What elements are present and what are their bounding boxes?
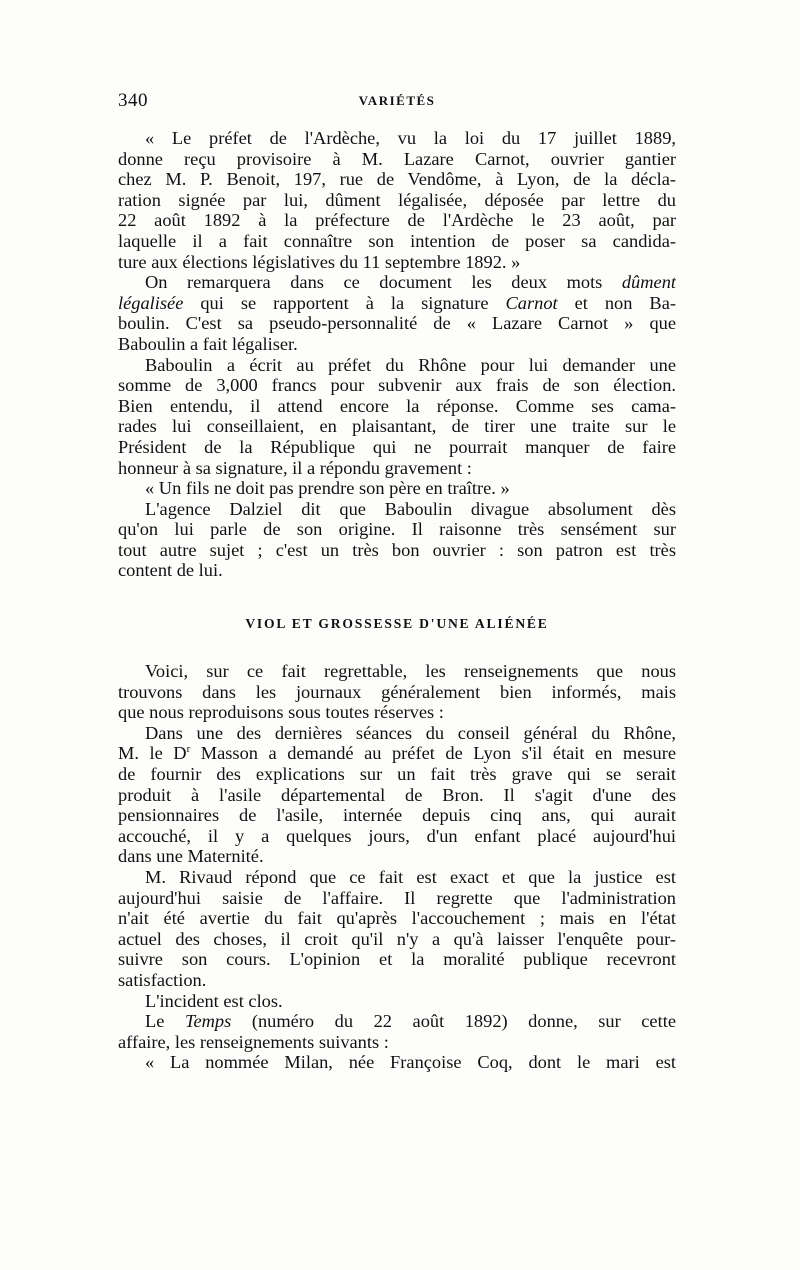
text-line: chez M. P. Benoit, 197, rue de Vendôme, à Lyon, de la décla- bbox=[118, 169, 676, 190]
text-span: On remarquera dans ce document les deux mots bbox=[145, 272, 622, 293]
page-number: 340 bbox=[118, 90, 148, 111]
text-line: Baboulin a écrit au préfet du Rhône pour lui demander une bbox=[145, 354, 676, 375]
text-line bbox=[118, 293, 676, 314]
paragraph-intro bbox=[118, 661, 676, 723]
text-line: affaire, les renseignements suivants : bbox=[118, 1031, 389, 1052]
section-spacer bbox=[118, 636, 676, 661]
paragraph-temps bbox=[118, 1011, 676, 1052]
text-span: M. le D bbox=[118, 743, 187, 764]
text-line: suivre son cours. L'opinion et la moralité publique recevront bbox=[118, 949, 676, 970]
text-line: trouvons dans les journaux généralement bien informés, mais bbox=[118, 681, 676, 702]
page-header bbox=[118, 90, 676, 118]
text-line: Bien entendu, il attend encore la réponse. Comme ses cama- bbox=[118, 395, 676, 416]
text-line: ture aux élections législatives du 11 septembre 1892. » bbox=[118, 251, 521, 272]
text-line: de fournir des explications sur un fait très grave qui se serait bbox=[118, 764, 676, 785]
italic-word: légalisée bbox=[118, 292, 184, 313]
text-line: somme de 3,000 francs pour subvenir aux frais de son élection. bbox=[118, 375, 676, 396]
text-line: Voici, sur ce fait regrettable, les renseignements que nous bbox=[145, 661, 676, 682]
text-line: 22 août 1892 à la préfecture de l'Ardèche le 23 août, par bbox=[118, 210, 676, 231]
text-line bbox=[118, 743, 676, 764]
paragraph-incident bbox=[118, 991, 676, 1012]
text-line: produit à l'asile départemental de Bron. Il s'agit d'une des bbox=[118, 784, 676, 805]
section-heading: VIOL ET GROSSESSE D'UNE ALIÉNÉE bbox=[245, 616, 549, 632]
paragraph-conseil-general bbox=[118, 723, 676, 867]
paragraph-quote-son bbox=[118, 478, 676, 499]
paragraph-quote-prefect bbox=[118, 128, 676, 272]
paragraph-baboulin-letter bbox=[118, 355, 676, 479]
text-line: L'agence Dalziel dit que Baboulin divague absolument dès bbox=[145, 498, 676, 519]
text-line: rades lui conseillaient, en plaisantant, de tirer une traite sur le bbox=[118, 416, 676, 437]
paragraph-rivaud bbox=[118, 867, 676, 991]
text-line: n'ait été avertie du fait qu'après l'accouchement ; mais en l'état bbox=[118, 908, 676, 929]
text-line: donne reçu provisoire à M. Lazare Carnot, ouvrier gantier bbox=[118, 148, 676, 169]
text-line: satisfaction. bbox=[118, 969, 207, 990]
text-line: Baboulin a fait légaliser. bbox=[118, 333, 298, 354]
text-line bbox=[118, 1011, 676, 1032]
text-span: qui se rapportent à la signature bbox=[183, 292, 506, 313]
text-line: dans une Maternité. bbox=[118, 846, 264, 867]
text-line: accouché, il y a quelques jours, d'un enfant placé aujourd'hui bbox=[118, 825, 676, 846]
italic-word: dûment bbox=[621, 272, 676, 293]
text-span: Le bbox=[145, 1011, 185, 1032]
text-line: qu'on lui parle de son origine. Il raisonne très sensément sur bbox=[118, 519, 676, 540]
paragraph-quote-milan bbox=[118, 1052, 676, 1073]
text-line: M. Rivaud répond que ce fait est exact et que la justice est bbox=[145, 867, 676, 887]
text-line: tout autre sujet ; c'est un très bon ouvrier : son patron est très bbox=[118, 539, 676, 560]
text-line: content de lui. bbox=[118, 560, 223, 581]
text-line: « Le préfet de l'Ardèche, vu la loi du 17 juillet 1889, bbox=[145, 128, 676, 148]
superscript: r bbox=[186, 743, 191, 756]
italic-word: Carnot bbox=[505, 292, 558, 313]
text-line: actuel des choses, il croit qu'il n'y a qu'à laisser l'enquête pour- bbox=[118, 928, 676, 949]
text-span: Masson a demandé au préfet de Lyon s'il était en mesure bbox=[190, 743, 676, 764]
text-span: (numéro du 22 août 1892) donne, sur cette bbox=[231, 1011, 676, 1032]
paragraph-dalziel bbox=[118, 499, 676, 581]
text-line bbox=[118, 272, 676, 293]
text-span: et non Ba- bbox=[557, 292, 676, 313]
text-line: Dans une des dernières séances du conseil général du Rhône, bbox=[145, 722, 676, 743]
text-line: honneur à sa signature, il a répondu gravement : bbox=[118, 457, 472, 478]
text-line: boulin. C'est sa pseudo-personnalité de « Lazare Carnot » que bbox=[118, 313, 676, 334]
text-line: que nous reproduisons sous toutes réserves : bbox=[118, 702, 444, 723]
paragraph-remark bbox=[118, 272, 676, 354]
text-line: « Un fils ne doit pas prendre son père en traître. » bbox=[145, 478, 510, 499]
text-line: L'incident est clos. bbox=[145, 990, 283, 1011]
text-line: « La nommée Milan, née Françoise Coq, dont le mari est bbox=[145, 1052, 676, 1073]
text-line: aujourd'hui saisie de l'affaire. Il regrette que l'administration bbox=[118, 887, 676, 908]
running-head: VARIÉTÉS bbox=[358, 93, 436, 108]
text-line: laquelle il a fait connaître son intention de poser sa candida- bbox=[118, 230, 676, 251]
text-line: Président de la République qui ne pourrait manquer de faire bbox=[118, 436, 676, 457]
body-text bbox=[118, 128, 676, 1073]
text-line: pensionnaires de l'asile, internée depuis cinq ans, qui aurait bbox=[118, 805, 676, 826]
italic-word: Temps bbox=[184, 1011, 232, 1032]
section-spacer bbox=[118, 581, 676, 612]
text-line: ration signée par lui, dûment légalisée, déposée par lettre du bbox=[118, 189, 676, 210]
